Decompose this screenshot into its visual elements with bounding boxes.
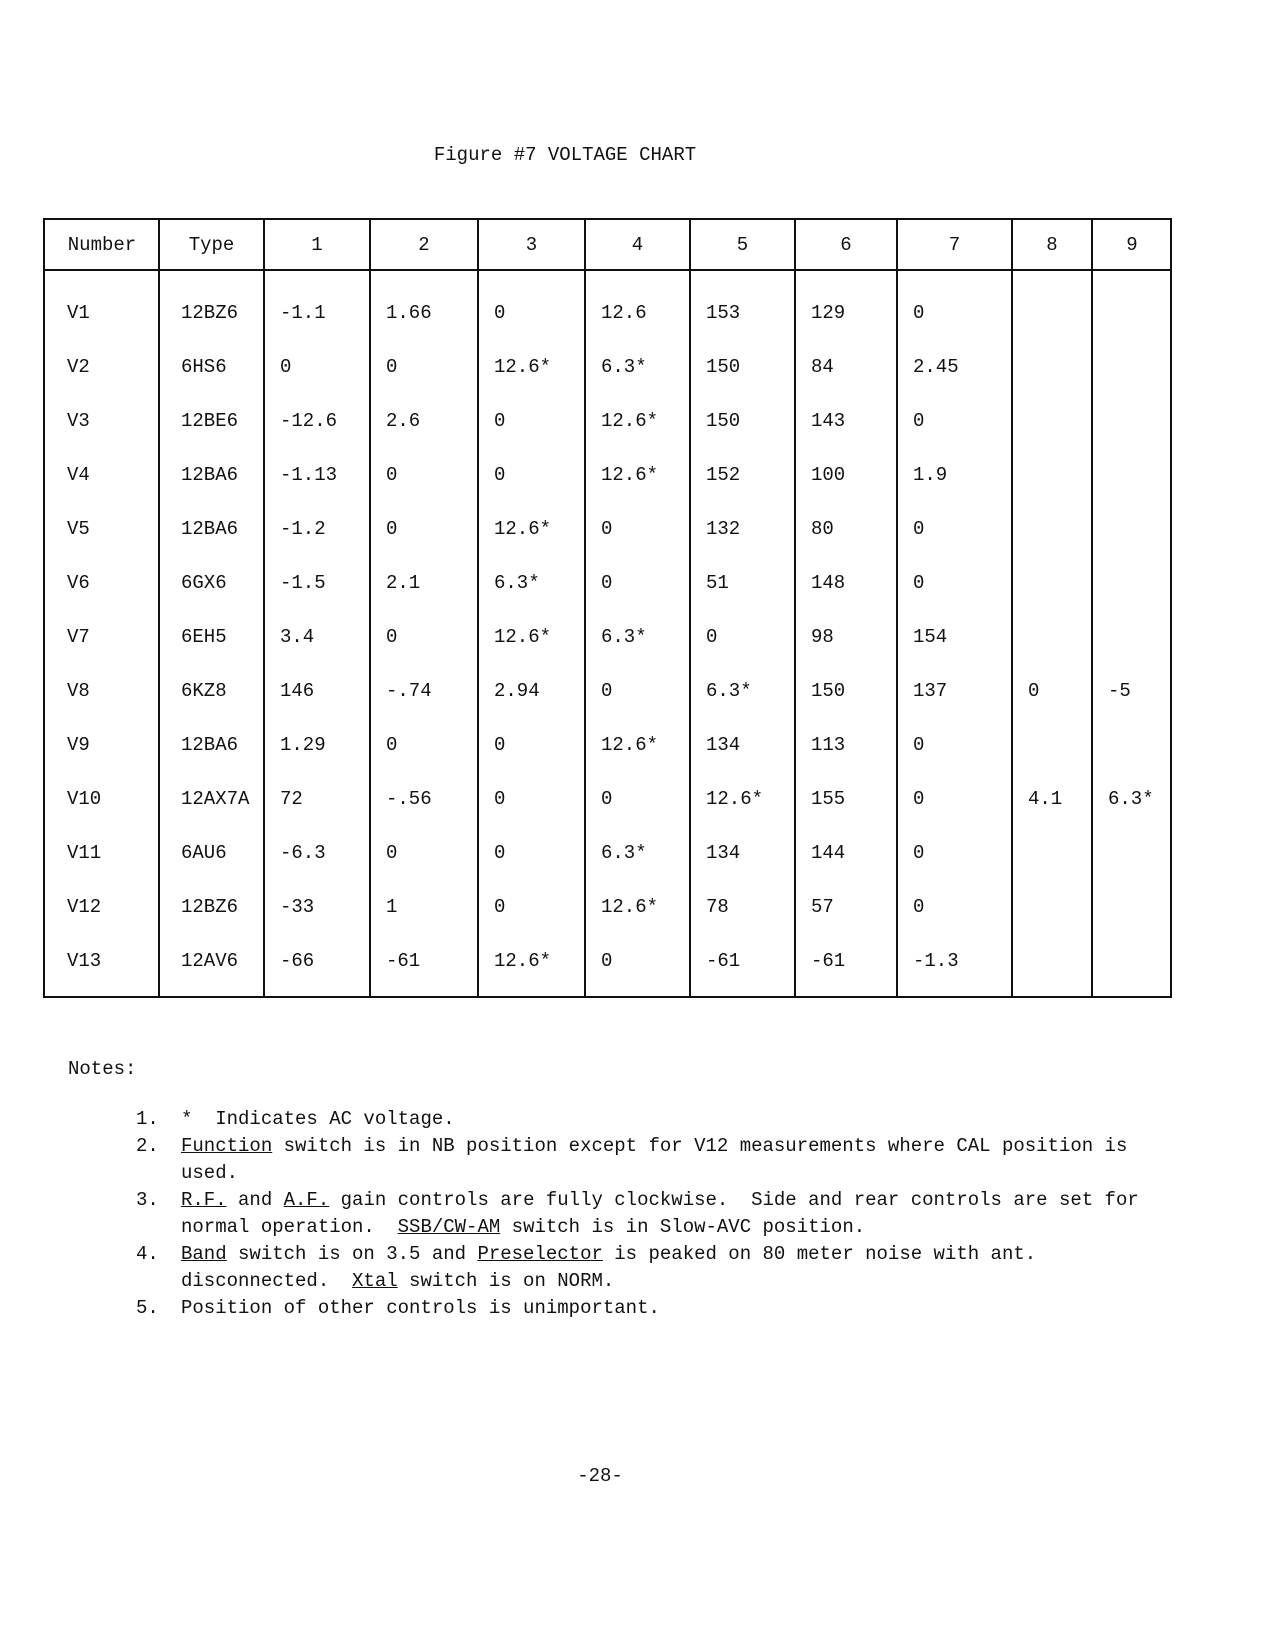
table-cell: 0 — [386, 356, 398, 378]
table-cell: 0 — [494, 788, 506, 810]
table-cell: 0 — [913, 518, 925, 540]
column-divider — [1011, 220, 1013, 996]
table-cell: 0 — [913, 842, 925, 864]
table-cell: V2 — [67, 356, 90, 378]
table-cell: -.74 — [386, 680, 432, 702]
table-cell: -1.1 — [280, 302, 326, 324]
underlined-control-name: Preselector — [477, 1243, 603, 1265]
table-cell: 0 — [280, 356, 292, 378]
table-cell: 72 — [280, 788, 303, 810]
table-cell: 6KZ8 — [181, 680, 227, 702]
table-cell: 12BZ6 — [181, 896, 239, 918]
column-header: 6 — [840, 234, 852, 256]
table-cell: 0 — [494, 464, 506, 486]
table-cell: 78 — [706, 896, 729, 918]
table-cell: 0 — [601, 950, 613, 972]
column-header: 3 — [525, 234, 538, 256]
table-cell: 12.6* — [494, 518, 552, 540]
underlined-control-name: Band — [181, 1243, 227, 1265]
table-cell: 12BZ6 — [181, 302, 239, 324]
table-cell: 84 — [811, 356, 834, 378]
column-header: 5 — [736, 234, 749, 256]
table-cell: 0 — [494, 842, 506, 864]
table-cell: -1.13 — [280, 464, 338, 486]
column-divider — [689, 220, 691, 996]
table-cell: 144 — [811, 842, 846, 864]
table-cell: -.56 — [386, 788, 432, 810]
table-cell: -61 — [811, 950, 846, 972]
note-item — [136, 1106, 1146, 1133]
table-cell: -6.3 — [280, 842, 326, 864]
table-cell: 0 — [494, 410, 506, 432]
note-text — [181, 1241, 1146, 1295]
table-cell: 1 — [386, 896, 398, 918]
table-cell: 3.4 — [280, 626, 315, 648]
table-cell: 12.6* — [601, 410, 659, 432]
table-cell: V9 — [67, 734, 90, 756]
underlined-control-name: SSB/CW-AM — [397, 1216, 501, 1238]
column-divider — [369, 220, 371, 996]
table-cell: 12AX7A — [181, 788, 250, 810]
table-cell: 6.3* — [706, 680, 752, 702]
table-cell: 0 — [706, 626, 718, 648]
table-cell: 12.6* — [601, 464, 659, 486]
table-cell: V11 — [67, 842, 102, 864]
table-cell: 0 — [913, 302, 925, 324]
table-cell: 2.94 — [494, 680, 540, 702]
table-cell: 148 — [811, 572, 846, 594]
column-header: 7 — [948, 234, 961, 256]
table-cell: 0 — [386, 464, 398, 486]
table-cell: 143 — [811, 410, 846, 432]
table-cell: -1.5 — [280, 572, 326, 594]
table-cell: 0 — [494, 896, 506, 918]
table-cell: 0 — [601, 518, 613, 540]
table-cell: 0 — [913, 410, 925, 432]
table-cell: 0 — [386, 842, 398, 864]
column-divider — [794, 220, 796, 996]
column-header: Number — [67, 234, 137, 256]
note-text-segment: is peaked on 80 meter noise with ant. disconnected. — [181, 1243, 1048, 1292]
column-divider — [1091, 220, 1093, 996]
table-cell: -61 — [706, 950, 741, 972]
column-divider — [477, 220, 479, 996]
column-header: 4 — [631, 234, 644, 256]
column-header: 8 — [1046, 234, 1058, 256]
table-cell: V10 — [67, 788, 102, 810]
table-cell: 12BA6 — [181, 734, 239, 756]
table-cell: 0 — [913, 734, 925, 756]
column-divider — [158, 220, 160, 996]
table-cell: 134 — [706, 842, 741, 864]
table-cell: 12.6* — [601, 734, 659, 756]
table-cell: V6 — [67, 572, 90, 594]
table-cell: 132 — [706, 518, 741, 540]
table-cell: 98 — [811, 626, 834, 648]
note-item — [136, 1187, 1151, 1241]
table-cell: -5 — [1108, 680, 1131, 702]
table-cell: 150 — [706, 356, 741, 378]
table-cell: 150 — [706, 410, 741, 432]
figure-title: Figure #7 VOLTAGE CHART — [433, 144, 697, 166]
underlined-control-name: R.F. — [181, 1189, 227, 1211]
page-number: -28- — [577, 1465, 623, 1487]
table-cell: 12.6* — [494, 356, 552, 378]
table-cell: 12.6* — [494, 626, 552, 648]
table-cell: 2.45 — [913, 356, 959, 378]
column-divider — [584, 220, 586, 996]
note-text-segment: switch is in Slow-AVC position. — [500, 1216, 866, 1238]
table-cell: V4 — [67, 464, 90, 486]
table-cell: 51 — [706, 572, 729, 594]
table-cell: 154 — [913, 626, 948, 648]
note-number: 1. — [136, 1108, 159, 1130]
column-divider — [263, 220, 265, 996]
table-cell: -33 — [280, 896, 315, 918]
note-text-segment: switch is in NB position except for V12 measurements where CAL position is used. — [181, 1135, 1139, 1184]
table-cell: 6AU6 — [181, 842, 227, 864]
table-cell: 129 — [811, 302, 846, 324]
voltage-table — [43, 218, 1172, 998]
note-text — [181, 1187, 1151, 1241]
table-cell: V12 — [67, 896, 102, 918]
note-text-segment: gain controls are fully clockwise. Side and rear controls are set for normal operation. — [181, 1189, 1151, 1238]
table-cell: 153 — [706, 302, 741, 324]
note-text-segment: switch is on 3.5 and — [226, 1243, 478, 1265]
table-cell: 6.3* — [601, 626, 647, 648]
table-cell: 12AV6 — [181, 950, 239, 972]
table-cell: 0 — [386, 626, 398, 648]
table-cell: -12.6 — [280, 410, 338, 432]
table-cell: 1.29 — [280, 734, 326, 756]
table-cell: 12BE6 — [181, 410, 239, 432]
notes-heading: Notes: — [68, 1058, 137, 1080]
table-cell: 155 — [811, 788, 846, 810]
table-cell: 0 — [386, 518, 398, 540]
table-cell: V8 — [67, 680, 90, 702]
table-cell: 1.9 — [913, 464, 948, 486]
table-cell: 4.1 — [1028, 788, 1063, 810]
note-text-segment: Position of other controls is unimportant. — [181, 1297, 660, 1319]
table-cell: 6EH5 — [181, 626, 227, 648]
table-cell: V7 — [67, 626, 90, 648]
table-cell: 12BA6 — [181, 464, 239, 486]
table-cell: 2.6 — [386, 410, 421, 432]
note-item — [136, 1133, 1146, 1187]
table-cell: -1.3 — [913, 950, 959, 972]
table-cell: 0 — [1028, 680, 1040, 702]
note-number: 2. — [136, 1135, 159, 1157]
table-cell: 0 — [386, 734, 398, 756]
underlined-control-name: Function — [181, 1135, 273, 1157]
header-divider — [45, 269, 1170, 271]
note-text-segment: * Indicates AC voltage. — [181, 1108, 455, 1130]
column-header: 2 — [418, 234, 430, 256]
note-text — [181, 1133, 1146, 1187]
table-cell: 0 — [913, 572, 925, 594]
table-cell: 0 — [601, 680, 613, 702]
table-cell: 6GX6 — [181, 572, 227, 594]
table-cell: V3 — [67, 410, 90, 432]
table-cell: 1.66 — [386, 302, 432, 324]
table-cell: 0 — [913, 896, 925, 918]
table-cell: 0 — [601, 572, 613, 594]
table-cell: 2.1 — [386, 572, 421, 594]
table-cell: 12.6 — [601, 302, 647, 324]
note-item — [136, 1241, 1146, 1295]
table-cell: 0 — [494, 302, 506, 324]
note-number: 4. — [136, 1243, 159, 1265]
table-cell: 57 — [811, 896, 834, 918]
table-cell: -1.2 — [280, 518, 326, 540]
table-cell: 6.3* — [494, 572, 540, 594]
column-header: 1 — [311, 234, 323, 256]
table-cell: 12BA6 — [181, 518, 239, 540]
table-cell: 0 — [913, 788, 925, 810]
note-text — [181, 1295, 660, 1322]
underlined-control-name: Xtal — [352, 1270, 398, 1292]
table-cell: 134 — [706, 734, 741, 756]
table-cell: 6HS6 — [181, 356, 227, 378]
table-cell: 0 — [494, 734, 506, 756]
table-cell: V5 — [67, 518, 90, 540]
table-cell: 0 — [601, 788, 613, 810]
table-cell: -66 — [280, 950, 315, 972]
table-cell: 152 — [706, 464, 741, 486]
table-cell: 6.3* — [601, 356, 647, 378]
table-cell: 12.6* — [494, 950, 552, 972]
table-cell: 6.3* — [601, 842, 647, 864]
table-cell: 146 — [280, 680, 315, 702]
notes-list — [136, 1106, 1151, 1322]
note-item — [136, 1295, 1146, 1322]
note-text-segment: switch is on NORM. — [397, 1270, 615, 1292]
table-cell: V1 — [67, 302, 90, 324]
table-cell: 80 — [811, 518, 834, 540]
table-cell: 100 — [811, 464, 846, 486]
underlined-control-name: A.F. — [283, 1189, 330, 1211]
note-text — [181, 1106, 455, 1133]
table-cell: 12.6* — [706, 788, 764, 810]
note-number: 5. — [136, 1297, 159, 1319]
note-text-segment: and — [226, 1189, 284, 1211]
column-header: 9 — [1126, 234, 1138, 256]
column-header: Type — [188, 234, 235, 256]
table-cell: 12.6* — [601, 896, 659, 918]
table-cell: 113 — [811, 734, 846, 756]
table-cell: V13 — [67, 950, 102, 972]
table-cell: 6.3* — [1108, 788, 1154, 810]
column-divider — [896, 220, 898, 996]
table-cell: 137 — [913, 680, 948, 702]
table-cell: -61 — [386, 950, 421, 972]
table-cell: 150 — [811, 680, 846, 702]
note-number: 3. — [136, 1189, 159, 1211]
